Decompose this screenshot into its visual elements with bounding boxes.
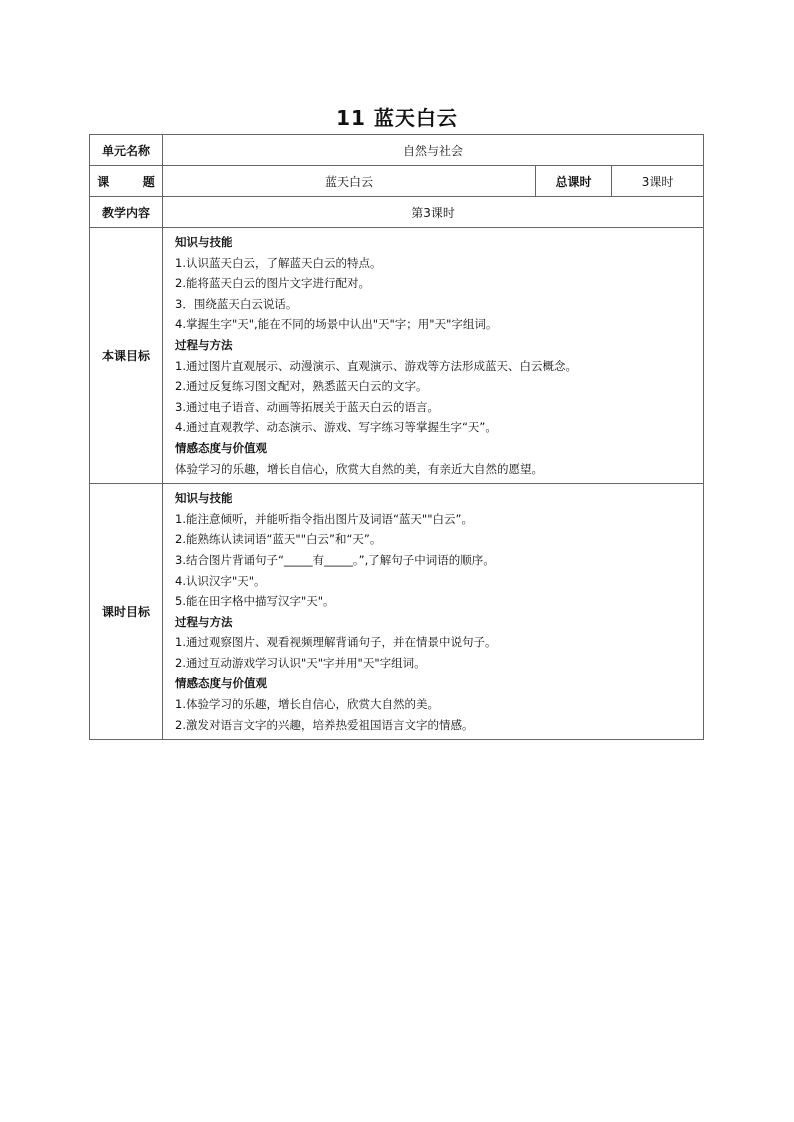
goal-item: 3.通过电子语音、动画等拓展关于蓝天白云的语言。 — [175, 399, 439, 414]
goal-item: 2.激发对语言文字的兴趣，培养热爱祖国语言文字的情感。 — [175, 717, 474, 732]
content-row — [90, 197, 704, 228]
topic-label-text: 课 题 — [97, 174, 155, 189]
section-heading: 过程与方法 — [175, 614, 233, 629]
goal-item: 3.结合图片背诵句子“_____有_____。”,了解句子中词语的顺序。 — [175, 552, 495, 567]
goal-item: 4.掌握生字"天",能在不同的场景中认出"天"字；用"天"字组词。 — [175, 317, 498, 332]
topic-row — [90, 166, 704, 197]
goal-item: 2.能将蓝天白云的图片文字进行配对。 — [175, 276, 370, 291]
goal-item: 4.通过直观教学、动态演示、游戏、写字练习等掌握生字“天”。 — [175, 420, 497, 435]
goal-item: 5.能在田字格中描写汉字"天"。 — [175, 594, 335, 609]
goal-item: 4.认识汉字"天"。 — [175, 573, 266, 588]
goal-item: 2.通过互动游戏学习认识"天"字并用"天"字组词。 — [175, 655, 426, 670]
goal-item: 1.通过观察图片、观看视频理解背诵句子，并在情景中说句子。 — [175, 635, 497, 650]
goal-item: 1.体验学习的乐趣，增长自信心，欣赏大自然的美。 — [175, 697, 439, 712]
goal-item: 2.能熟练认读词语“蓝天""白云”和“天”。 — [175, 532, 382, 547]
section-heading: 知识与技能 — [175, 235, 233, 249]
lesson-goals-content — [163, 228, 704, 484]
content-value: 第3课时 — [163, 197, 704, 228]
goal-item: 体验学习的乐趣，增长自信心，欣赏大自然的美，有亲近大自然的愿望。 — [175, 461, 543, 476]
period-goals-label: 课时目标 — [90, 484, 163, 740]
period-goals-content — [163, 484, 704, 740]
topic-value: 蓝天白云 — [163, 166, 536, 197]
period-goals-row — [90, 484, 704, 740]
document-title: 11 蓝天白云 — [336, 106, 458, 130]
lesson-plan-table — [89, 134, 704, 740]
lesson-goals-row — [90, 228, 704, 484]
lesson-goals-label: 本课目标 — [90, 228, 163, 484]
goal-item: 1.通过图片直观展示、动漫演示、直观演示、游戏等方法形成蓝天、白云概念。 — [175, 358, 577, 373]
goal-item: 2.通过反复练习图文配对，熟悉蓝天白云的文字。 — [175, 379, 428, 394]
goal-item: 3．围绕蓝天白云说话。 — [175, 296, 298, 311]
goal-item: 1.认识蓝天白云，了解蓝天白云的特点。 — [175, 255, 382, 270]
total-hours-label: 总课时 — [536, 166, 612, 197]
section-heading: 过程与方法 — [175, 337, 233, 352]
section-heading: 情感态度与价值观 — [175, 440, 267, 455]
goal-item: 1.能注意倾听，并能听指令指出图片及词语“蓝天""白云”。 — [175, 511, 473, 526]
section-heading: 知识与技能 — [175, 491, 233, 506]
topic-label — [90, 166, 163, 197]
unit-label: 单元名称 — [90, 135, 163, 166]
total-hours-value: 3课时 — [612, 166, 704, 197]
unit-value: 自然与社会 — [163, 135, 704, 166]
unit-row — [90, 135, 704, 166]
content-label: 教学内容 — [90, 197, 163, 228]
section-heading: 情感态度与价值观 — [175, 676, 267, 691]
